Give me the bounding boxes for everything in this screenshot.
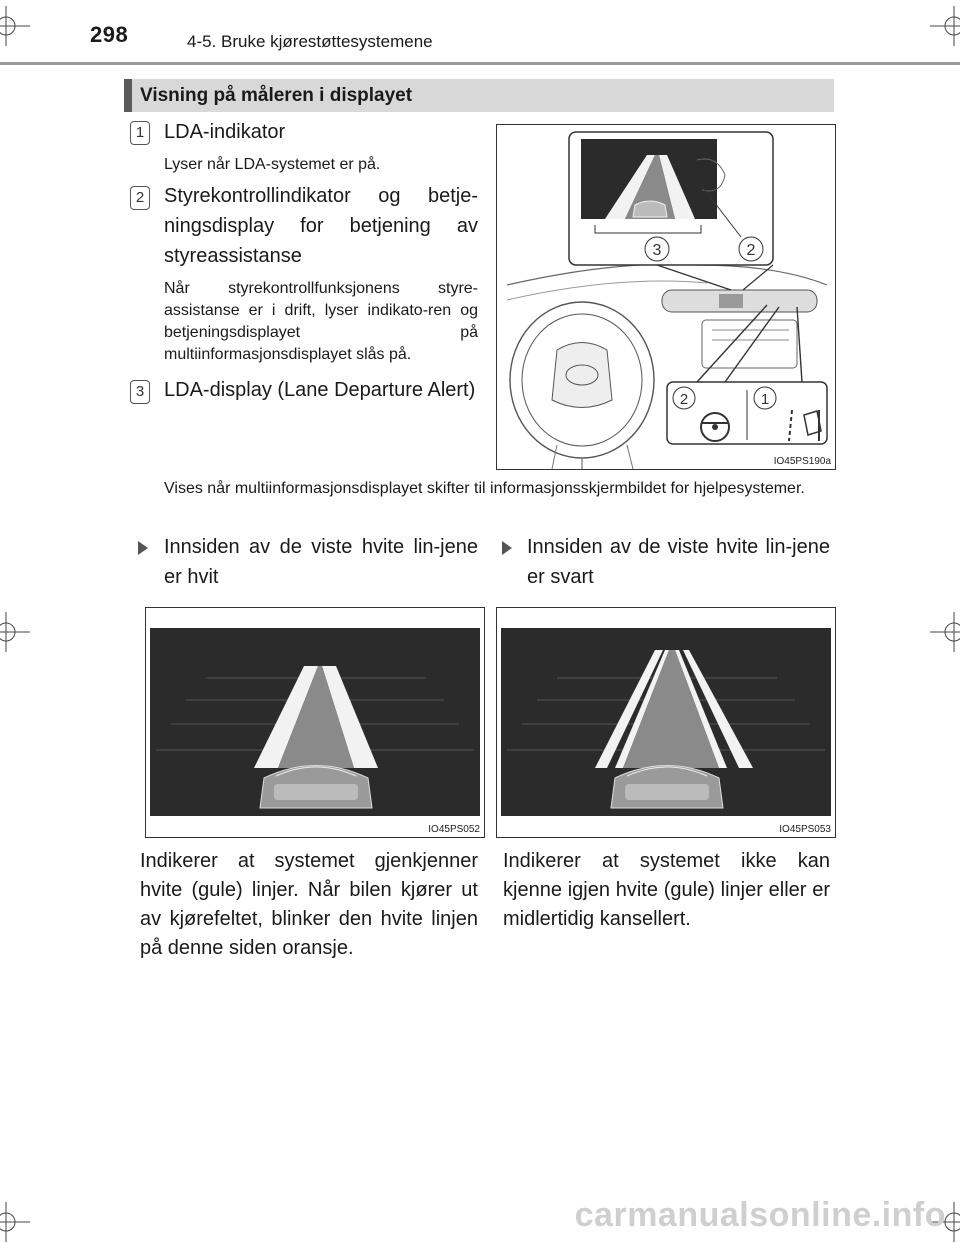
item-desc-3: Vises når multiinformasjonsdisplayet skifter til informasjonsskjermbildet for hjelpesystemer. [164, 480, 805, 497]
item-title-3: LDA-display (Lane Departure Alert) [164, 379, 476, 401]
crop-mark-mid-right [930, 612, 960, 652]
item-title-1: LDA-indikator [164, 121, 286, 143]
crop-mark-top-left [0, 6, 30, 46]
section-title: Visning på måleren i displayet [140, 85, 413, 106]
item-number-2: 2 [130, 186, 150, 210]
caption-black-inner: Indikerer at systemet ikke kan kjenne igjen hvite (gule) linjer eller er midlertidig kansellert. [503, 850, 830, 930]
dashboard-illustration [496, 124, 836, 470]
figure-code-left: IO45PS052 [428, 824, 480, 835]
callout-1-bottom: 1 [760, 391, 770, 408]
bullet-triangle-right [502, 541, 512, 555]
item-desc-1: Lyser når LDA-systemet er på. [164, 156, 381, 173]
lane-display-white-inner [145, 607, 485, 838]
figure-code-right: IO45PS053 [779, 824, 831, 835]
watermark: carmanualsonline.info [574, 1196, 946, 1234]
page-number: 298 [90, 22, 129, 47]
item-number-1: 1 [130, 121, 150, 145]
item-number-3: 3 [130, 380, 150, 404]
column-heading-white: Innsiden av de viste hvite lin-jene er hvit [164, 536, 478, 588]
callout-2-top: 2 [746, 242, 756, 259]
crop-mark-mid-left [0, 612, 30, 652]
figure-code-main: IO45PS190a [773, 456, 831, 467]
section-accent [124, 79, 132, 112]
crop-mark-top-right [930, 6, 960, 46]
caption-white-inner: Indikerer at systemet gjenkjenner hvite (gule) linjer. Når bilen kjører ut av kjørefeltet, blinker den hvite linjen på denne siden oransje. [140, 850, 478, 959]
header-divider [0, 62, 960, 65]
chapter-title: 4-5. Bruke kjørestøttesystemene [187, 32, 433, 51]
lane-display-black-inner [496, 607, 836, 838]
callout-3-top: 3 [652, 242, 662, 259]
item-title-2: Styrekontrollindikator og betje-ningsdisplay for betjening av styreassistanse [164, 185, 478, 267]
bullet-triangle-left [138, 541, 148, 555]
callout-2-bottom: 2 [679, 391, 689, 408]
crop-mark-bottom-left [0, 1202, 30, 1242]
column-heading-black: Innsiden av de viste hvite lin-jene er svart [527, 536, 830, 588]
item-desc-2: Når styrekontrollfunksjonens styre-assistanse er i drift, lyser indikato-ren og betjeningsdisplayet på multiinformasjonsdisplayet slås på. [164, 280, 478, 363]
section-heading-bar [124, 79, 834, 112]
